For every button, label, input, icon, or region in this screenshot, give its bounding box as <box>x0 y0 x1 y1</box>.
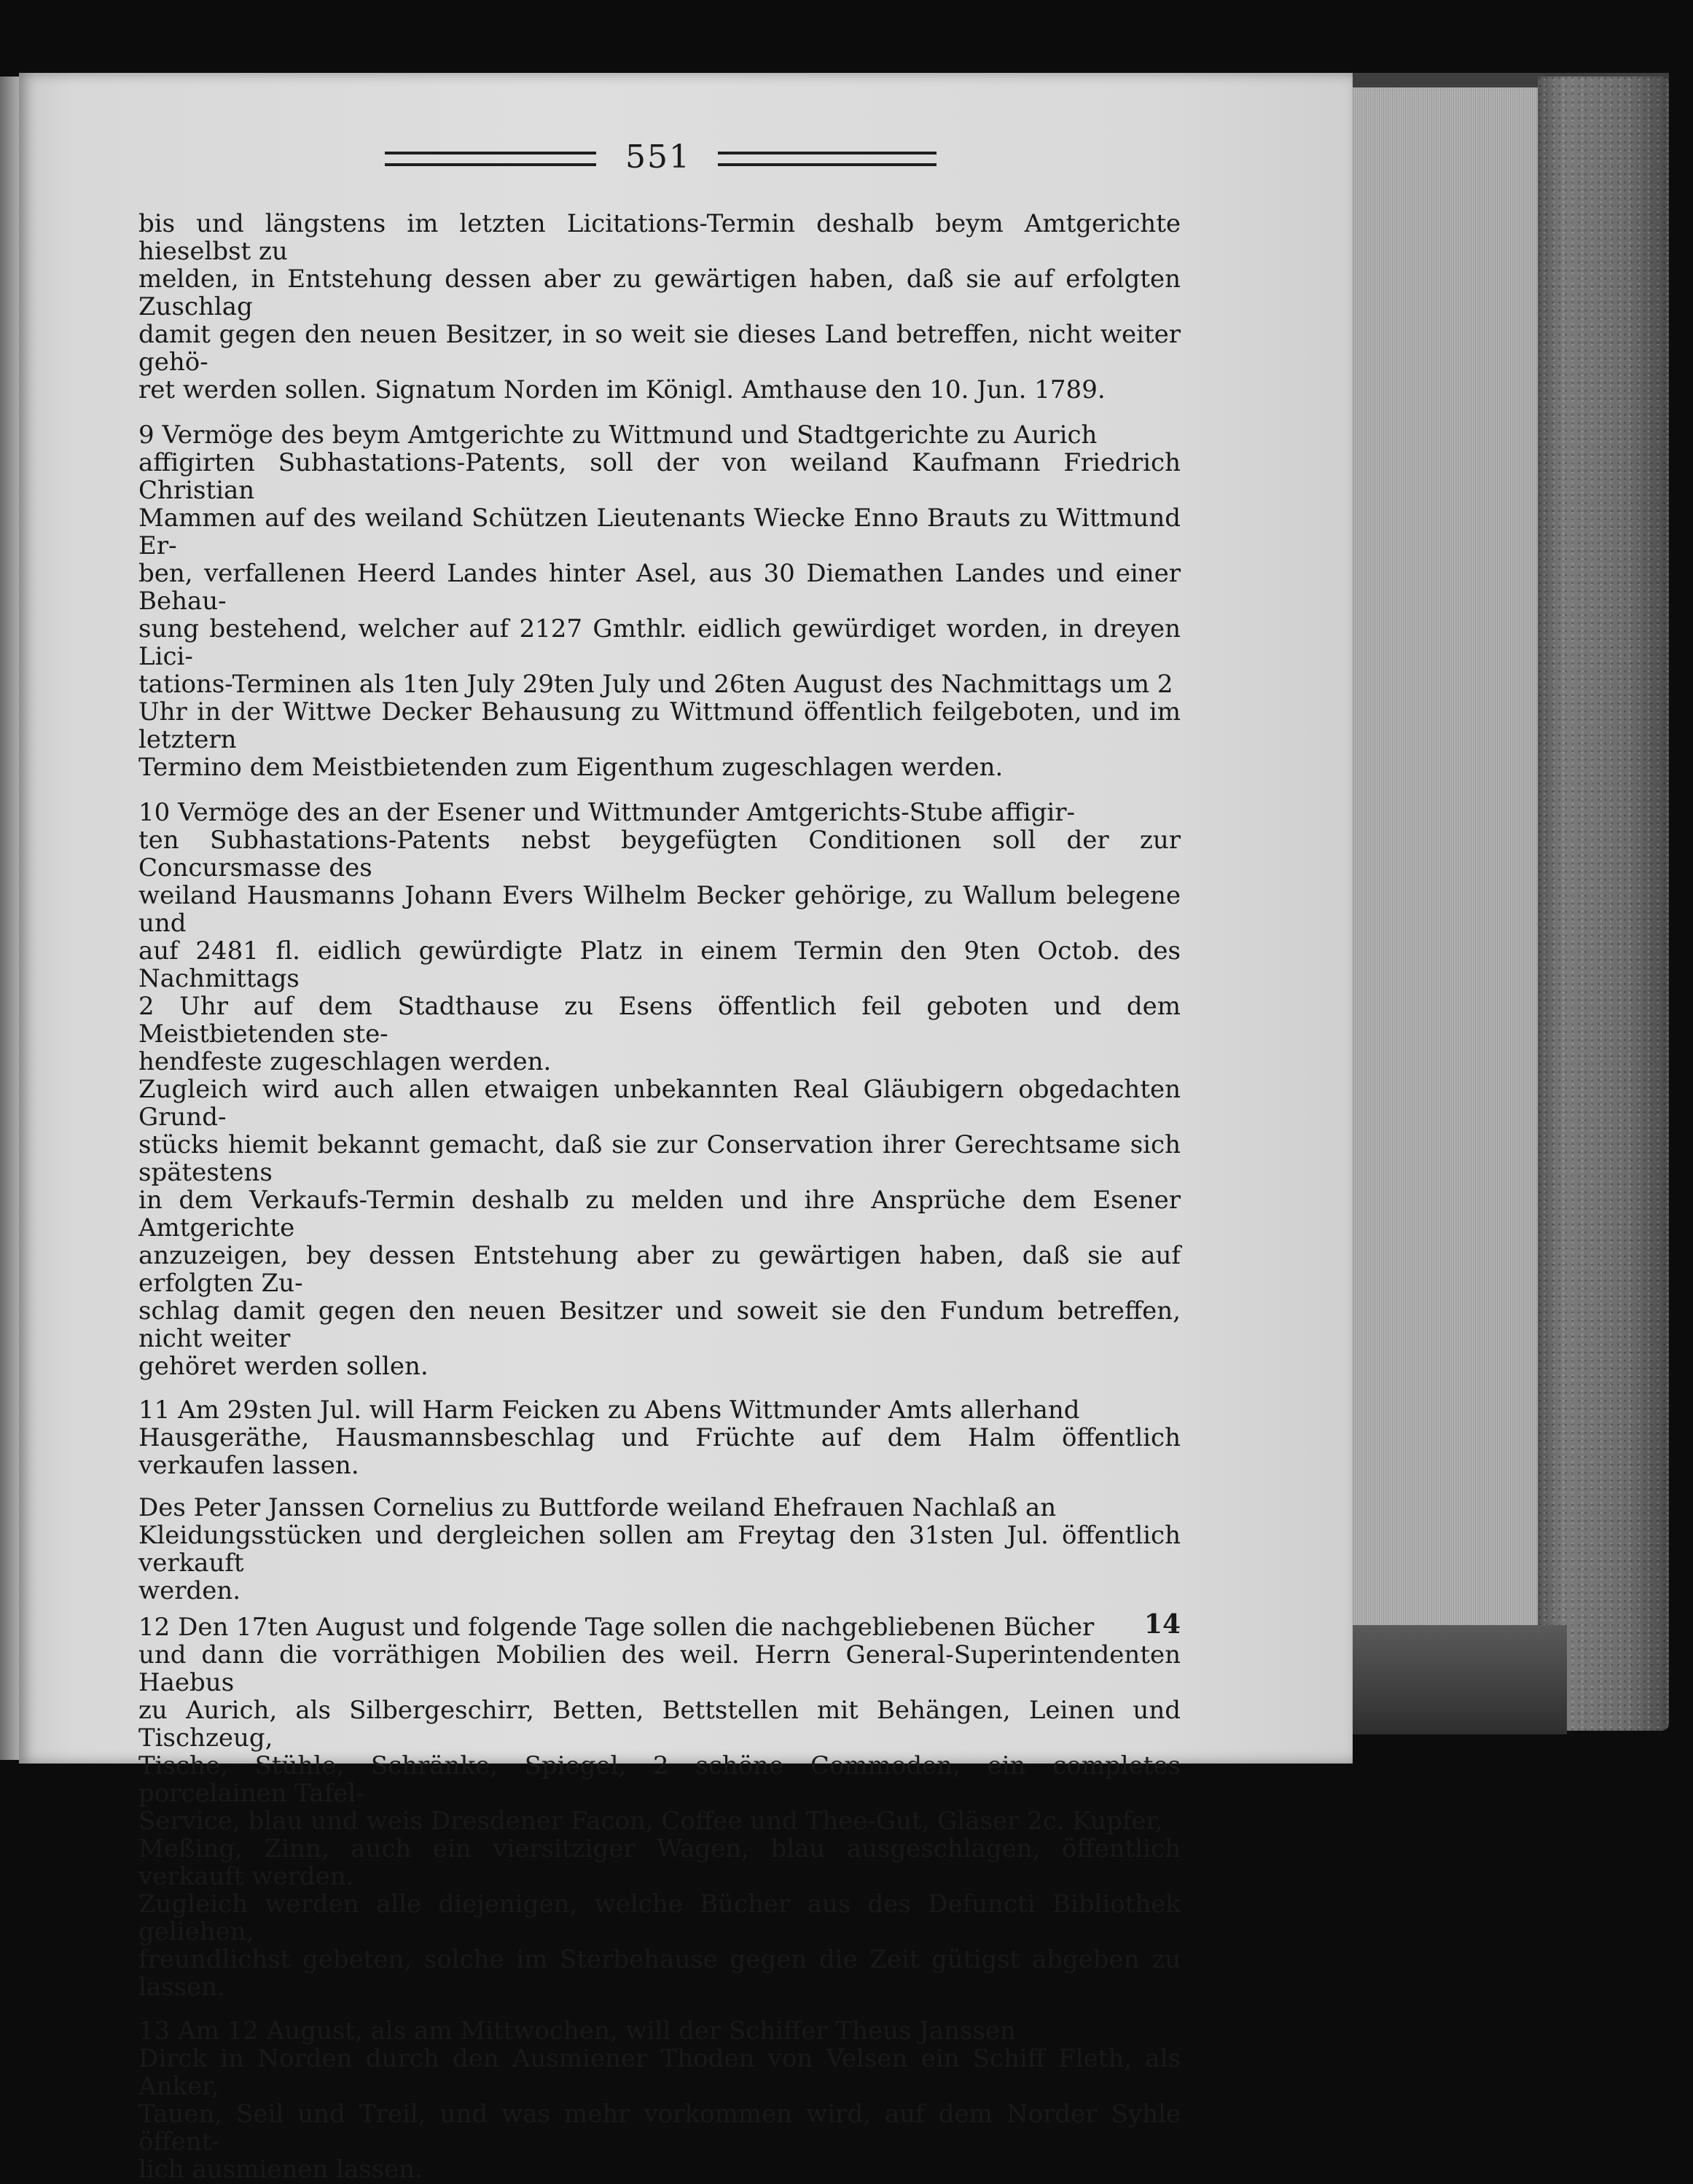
header-rule-right <box>718 152 937 166</box>
page-body <box>138 210 1181 2183</box>
book-back-cover <box>1538 77 1669 1731</box>
paragraph-10: 10 Vermöge des an der Esener und Wittmunder Amtgerichts-Stube affigir- ten Subhastations-Patents nebst beygefügten Conditionen soll der zur Concursmasse des weiland Hausmanns Johann Evers Wilhelm Becker gehörige, zu Wallum belegene und auf 2481 fl. eidlich gewürdigte Platz in einem Termin den 9ten Octob. des Nachmittags 2 Uhr auf dem Stadthause zu Esens öffentlich feil geboten und dem Meistbietenden ste- hendfeste zugeschlagen werden. <box>138 798 1181 1076</box>
paragraph-13: 13 Am 12 August, als am Mittwochen, will der Schiffer Theus Janssen Dirck in Norden durch den Ausmiener Thoden von Velsen ein Schiff Fleth, als Anker, Tauen, Seil und Treil, und was mehr vorkommen wird, auf dem Norder Syhle öffent- lich ausmienen lassen. <box>138 2016 1181 2184</box>
page-block-edges <box>1348 79 1549 1631</box>
paragraph-11-estate: Des Peter Janssen Cornelius zu Buttforde weiland Ehefrauen Nachlaß an Kleidungsstücken und dergleichen sollen am Freytag den 31sten Jul. öffentlich verkauft werden. <box>138 1493 1181 1605</box>
page-number: 551 <box>625 138 691 176</box>
paragraph-continued: bis und längstens im letzten Licitations-Termin deshalb beym Amtgerichte hieselbst zu melden, in Entstehung dessen aber zu gewärtigen haben, daß sie auf erfolgten Zuschlag damit gegen den neuen Besitzer, in so weit sie dieses Land betreffen, nicht weiter gehö- ret werden sollen. Signatum Norden im Königl. Amthause den 10. Jun. 1789. <box>138 209 1181 404</box>
catchword: 14 <box>1143 1609 1181 1640</box>
paragraph-9: 9 Vermöge des beym Amtgerichte zu Wittmund und Stadtgerichte zu Aurich affigirten Subhastations-Patents, soll der von weiland Kaufmann Friedrich Christian Mammen auf des weiland Schützen Lieutenants Wiecke Enno Brauts zu Wittmund Er- ben, verfallenen Heerd Landes hinter Asel, aus 30 Diemathen Landes und einer Behau- sung bestehend, welcher auf 2127 Gmthlr. eidlich gewürdiget worden, in dreyen Lici- tations-Terminen als 1ten July 29ten July und 26ten August des Nachmittags um 2 Uhr in der Wittwe Decker Behausung zu Wittmund öffentlich feilgeboten, und im letztern Termino dem Meistbietenden zum Eigenthum zugeschlagen werden. <box>138 420 1181 782</box>
paragraph-10-notice: Zugleich wird auch allen etwaigen unbekannten Real Gläubigern obgedachten Grund- stücks hiemit bekannt gemacht, daß sie zur Conservation ihrer Gerechtsame sich spätestens in dem Verkaufs-Termin deshalb zu melden und ihre Ansprüche dem Esener Amtgerichte anzuzeigen, bey dessen Entstehung aber zu gewärtigen haben, daß sie auf erfolgten Zu- schlag damit gegen den neuen Besitzer und soweit sie den Fundum betreffen, nicht weiter gehöret werden sollen. <box>138 1075 1181 1381</box>
paragraph-11: 11 Am 29sten Jul. will Harm Feicken zu Abens Wittmunder Amts allerhand Hausgeräthe, Hausmannsbeschlag und Früchte auf dem Halm öffentlich verkaufen lassen. <box>138 1396 1181 1480</box>
header-rule-left <box>385 152 596 166</box>
paragraph-12: 12 Den 17ten August und folgende Tage sollen die nachgebliebenen Bücher und dann die vorräthigen Mobilien des weil. Herrn General-Superintendenten Haebus zu Aurich, als Silbergeschirr, Betten, Bettstellen mit Behängen, Leinen und Tischzeug, Tische, Stühle, Schränke, Spiegel, 2 schöne Commoden, ein completes porcelainen Tafel- Service, blau und weis Dresdener Facon, Coffee und Thee-Gut, Gläser 2c. Kupfer, Meßing, Zinn, auch ein viersitziger Wagen, blau ausgeschlagen, öffentlich verkauft werden. Zugleich werden alle diejenigen, welche Bücher aus des Defuncti Bibliothek geliehen, freundlichst gebeten, solche im Sterbehause gegen die Zeit gütigst abgeben zu lassen. <box>138 1613 1181 2002</box>
cover-bottom-edge <box>1348 1625 1567 1734</box>
